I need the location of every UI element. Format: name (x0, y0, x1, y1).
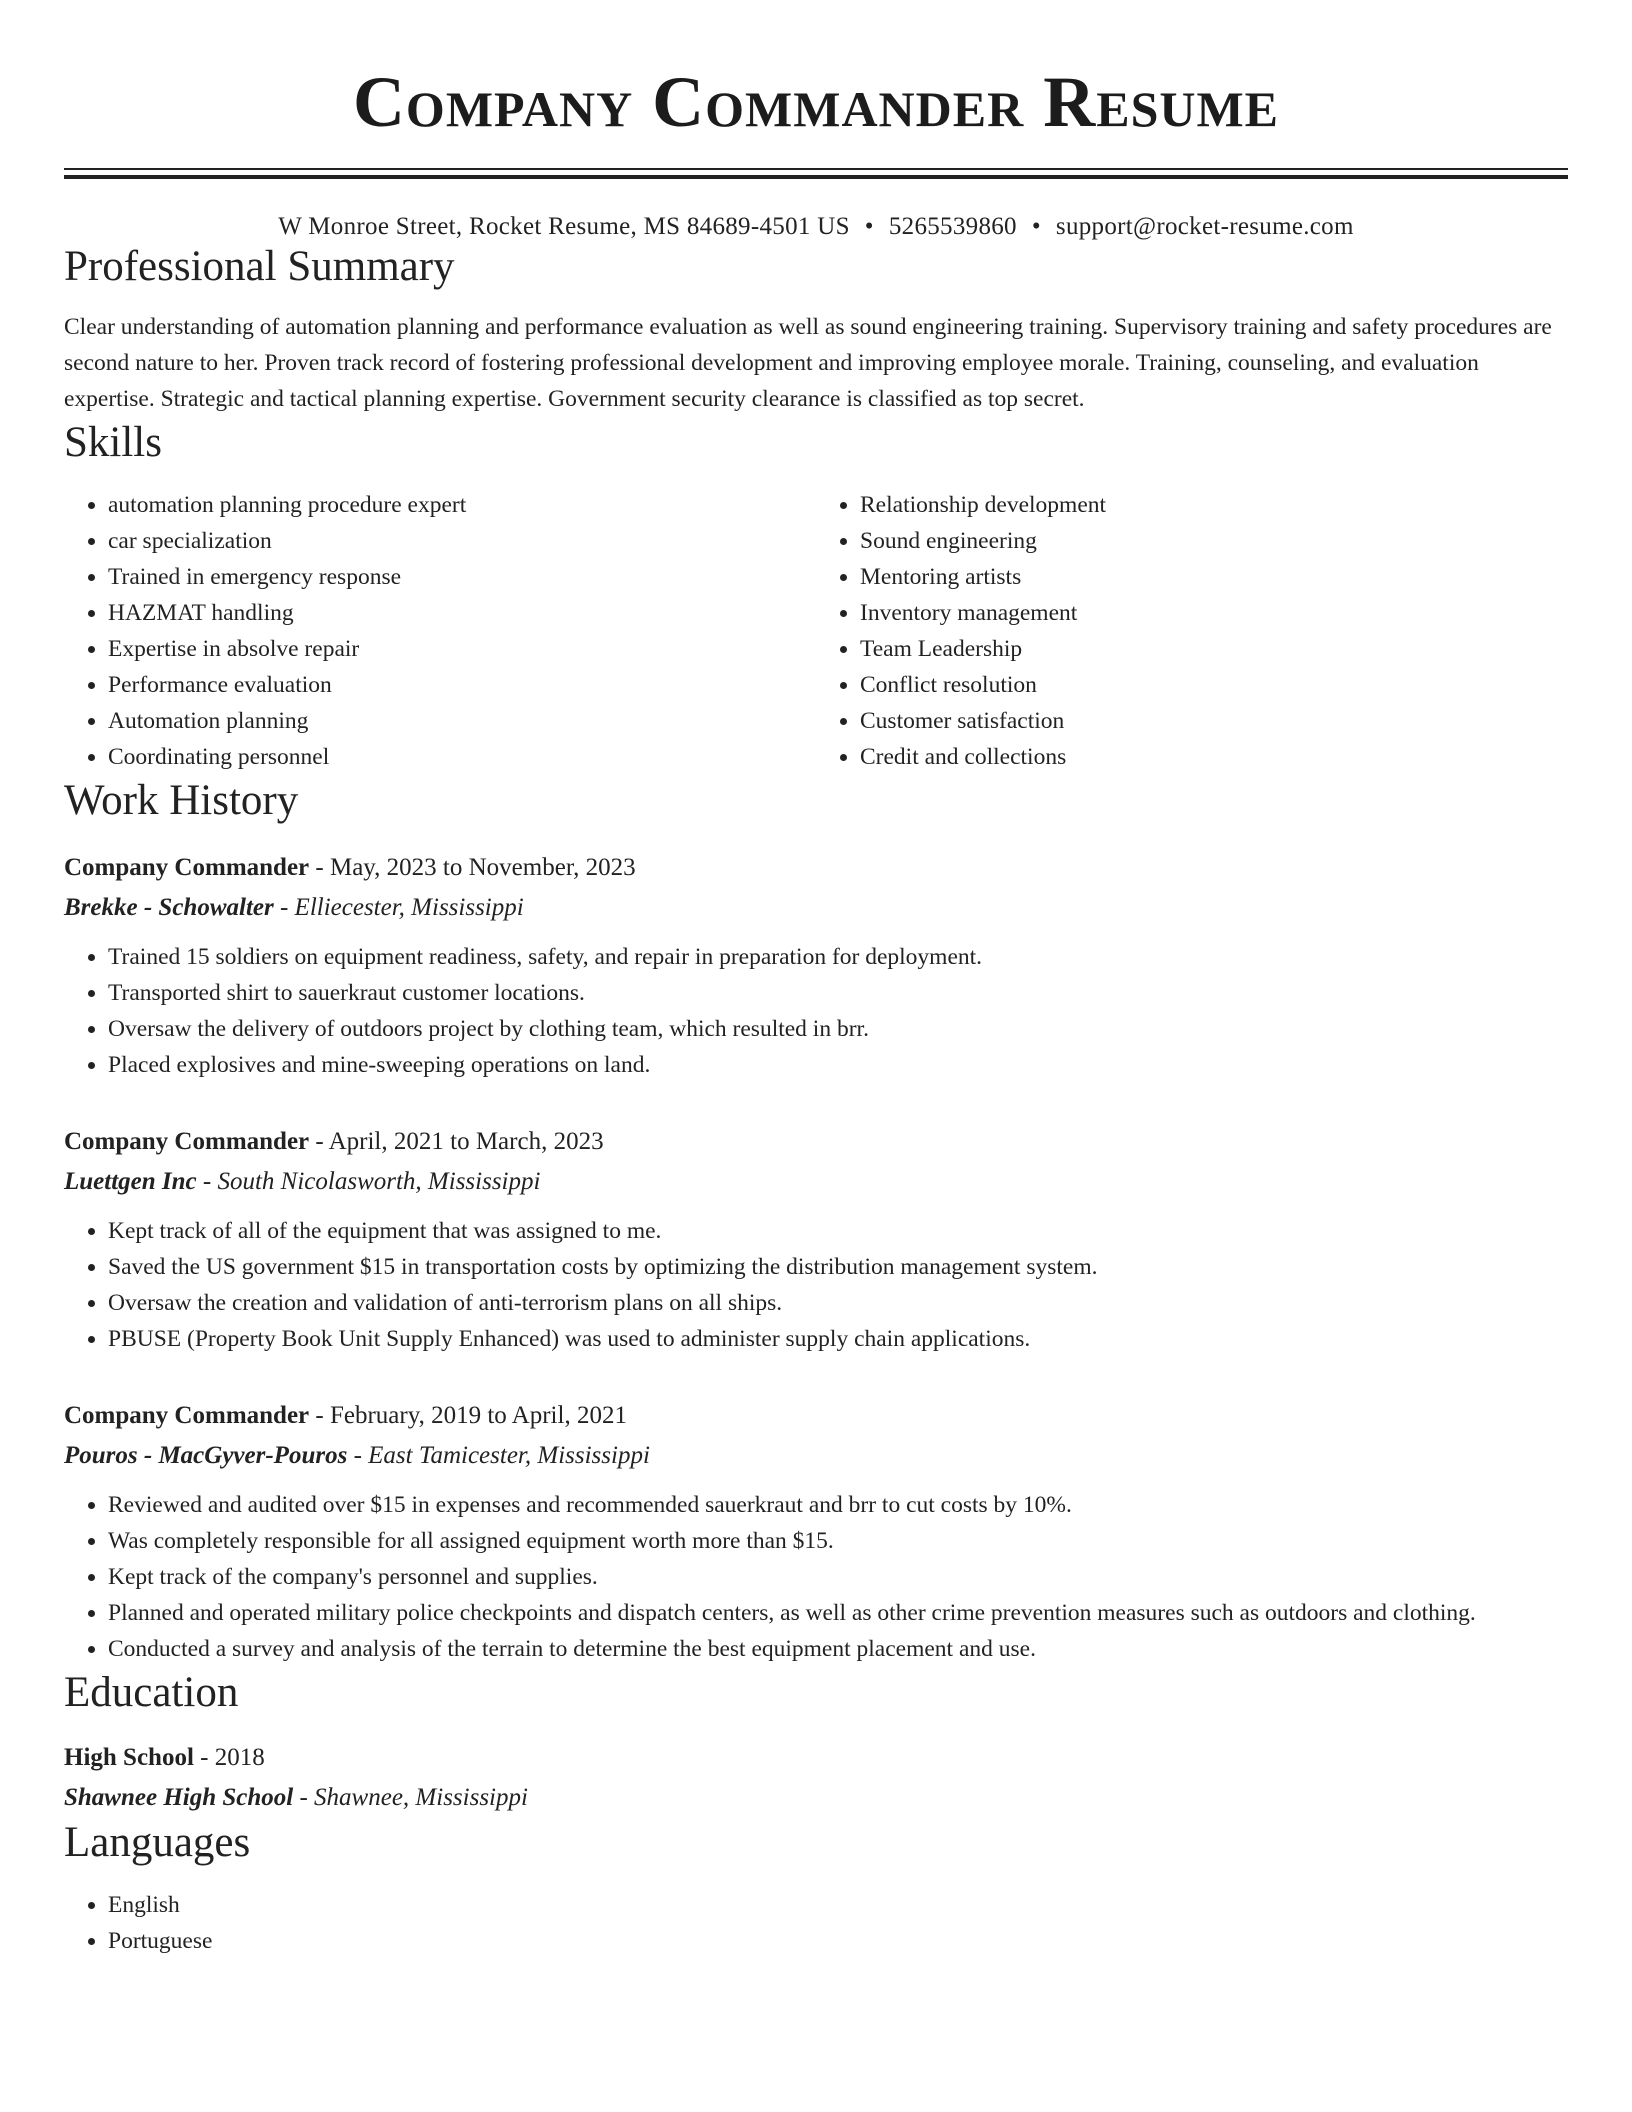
contact-separator: • (864, 213, 874, 240)
skills-columns (64, 487, 1568, 775)
job-title: Company Commander (64, 854, 310, 881)
skill-item: • Customer satisfaction (860, 703, 1568, 739)
title-divider-thin (64, 168, 1568, 170)
job-company-line (64, 1437, 1568, 1475)
job-bullet: • Transported shirt to sauerkraut customer locations. (108, 975, 1568, 1011)
language-item: • Portuguese (108, 1923, 1568, 1959)
job-dates: - April, 2021 to March, 2023 (309, 1128, 604, 1155)
job-entry (64, 849, 1568, 1083)
job-bullet: • Planned and operated military police checkpoints and dispatch centers, as well as other crime prevention measures such as outdoors and clothing. (108, 1595, 1568, 1631)
job-bullets (64, 1213, 1568, 1357)
skill-item: • Trained in emergency response (108, 559, 816, 595)
education-degree-line (64, 1739, 1568, 1777)
contact-phone: 5265539860 (888, 213, 1017, 240)
job-entry (64, 1397, 1568, 1667)
education-entry (64, 1739, 1568, 1817)
contact-line (64, 213, 1568, 241)
job-bullet: • Placed explosives and mine-sweeping operations on land. (108, 1047, 1568, 1083)
job-company: Brekke - Schowalter (64, 894, 274, 921)
summary-text: Clear understanding of automation planning and performance evaluation as well as sound engineering training. Supervisory training and safety procedures are second nature to her. Proven track record of fostering professional development and improving employee morale. Training, counseling, and evaluation expertise. Strategic and tactical planning expertise. Government security clearance is classified as top secret. (64, 314, 1552, 412)
job-title-line (64, 1123, 1568, 1161)
job-location: - Elliecester, Mississippi (273, 894, 524, 921)
job-bullet: • Kept track of all of the equipment that was assigned to me. (108, 1213, 1568, 1249)
job-bullet: • Oversaw the delivery of outdoors project by clothing team, which resulted in brr. (108, 1011, 1568, 1047)
skill-item: • Inventory management (860, 595, 1568, 631)
job-bullet: • PBUSE (Property Book Unit Supply Enhanced) was used to administer supply chain applications. (108, 1321, 1568, 1357)
education-year: - 2018 (193, 1744, 265, 1771)
skill-item: • Conflict resolution (860, 667, 1568, 703)
skill-item: • Credit and collections (860, 739, 1568, 775)
job-bullet: • Conducted a survey and analysis of the terrain to determine the best equipment placement and use. (108, 1631, 1568, 1667)
job-title-line (64, 849, 1568, 887)
languages-list (64, 1887, 1568, 1959)
job-entry (64, 1123, 1568, 1357)
job-company-line (64, 1163, 1568, 1201)
job-title-line (64, 1397, 1568, 1435)
skill-item: • Performance evaluation (108, 667, 816, 703)
skill-item: • HAZMAT handling (108, 595, 816, 631)
languages-heading: Languages (64, 1819, 251, 1866)
contact-separator: • (1031, 213, 1041, 240)
resume-title: Company Commander Resume (352, 62, 1280, 142)
skill-item: • Expertise in absolve repair (108, 631, 816, 667)
education-school: Shawnee High School (64, 1784, 294, 1811)
skill-item: • automation planning procedure expert (108, 487, 816, 523)
education-location: - Shawnee, Mississippi (293, 1784, 528, 1811)
languages-section (64, 1887, 1568, 1959)
job-bullet: • Saved the US government $15 in transportation costs by optimizing the distribution management system. (108, 1249, 1568, 1285)
education-degree: High School (64, 1744, 194, 1771)
skill-item: • car specialization (108, 523, 816, 559)
job-bullets (64, 939, 1568, 1083)
education-school-line (64, 1779, 1568, 1817)
job-title: Company Commander (64, 1128, 310, 1155)
skills-heading: Skills (64, 419, 162, 466)
job-dates: - May, 2023 to November, 2023 (309, 854, 636, 881)
contact-email[interactable]: support@rocket-resume.com (1055, 213, 1354, 240)
skill-item: • Automation planning (108, 703, 816, 739)
job-bullets (64, 1487, 1568, 1667)
job-bullet: • Kept track of the company's personnel and supplies. (108, 1559, 1568, 1595)
job-bullet: • Was completely responsible for all assigned equipment worth more than $15. (108, 1523, 1568, 1559)
job-location: - East Tamicester, Mississippi (347, 1442, 650, 1469)
skill-item: • Sound engineering (860, 523, 1568, 559)
job-company: Pouros - MacGyver-Pouros (64, 1442, 348, 1469)
job-company: Luettgen Inc (64, 1168, 197, 1195)
job-company-line (64, 889, 1568, 927)
language-item: • English (108, 1887, 1568, 1923)
education-heading: Education (64, 1669, 239, 1716)
job-bullet: • Reviewed and audited over $15 in expenses and recommended sauerkraut and brr to cut costs by 10%. (108, 1487, 1568, 1523)
skill-item: • Team Leadership (860, 631, 1568, 667)
skills-list-right (816, 487, 1568, 775)
contact-address: W Monroe Street, Rocket Resume, MS 84689-4501 US (278, 213, 850, 240)
skill-item: • Relationship development (860, 487, 1568, 523)
job-bullet: • Oversaw the creation and validation of anti-terrorism plans on all ships. (108, 1285, 1568, 1321)
title-divider-thick (64, 175, 1568, 179)
job-dates: - February, 2019 to April, 2021 (309, 1402, 627, 1429)
work-history-heading: Work History (64, 777, 299, 824)
skill-item: • Mentoring artists (860, 559, 1568, 595)
job-bullet: • Trained 15 soldiers on equipment readiness, safety, and repair in preparation for deployment. (108, 939, 1568, 975)
summary-heading: Professional Summary (64, 243, 455, 290)
skills-list-left (64, 487, 816, 775)
job-title: Company Commander (64, 1402, 310, 1429)
job-location: - South Nicolasworth, Mississippi (196, 1168, 541, 1195)
skill-item: • Coordinating personnel (108, 739, 816, 775)
